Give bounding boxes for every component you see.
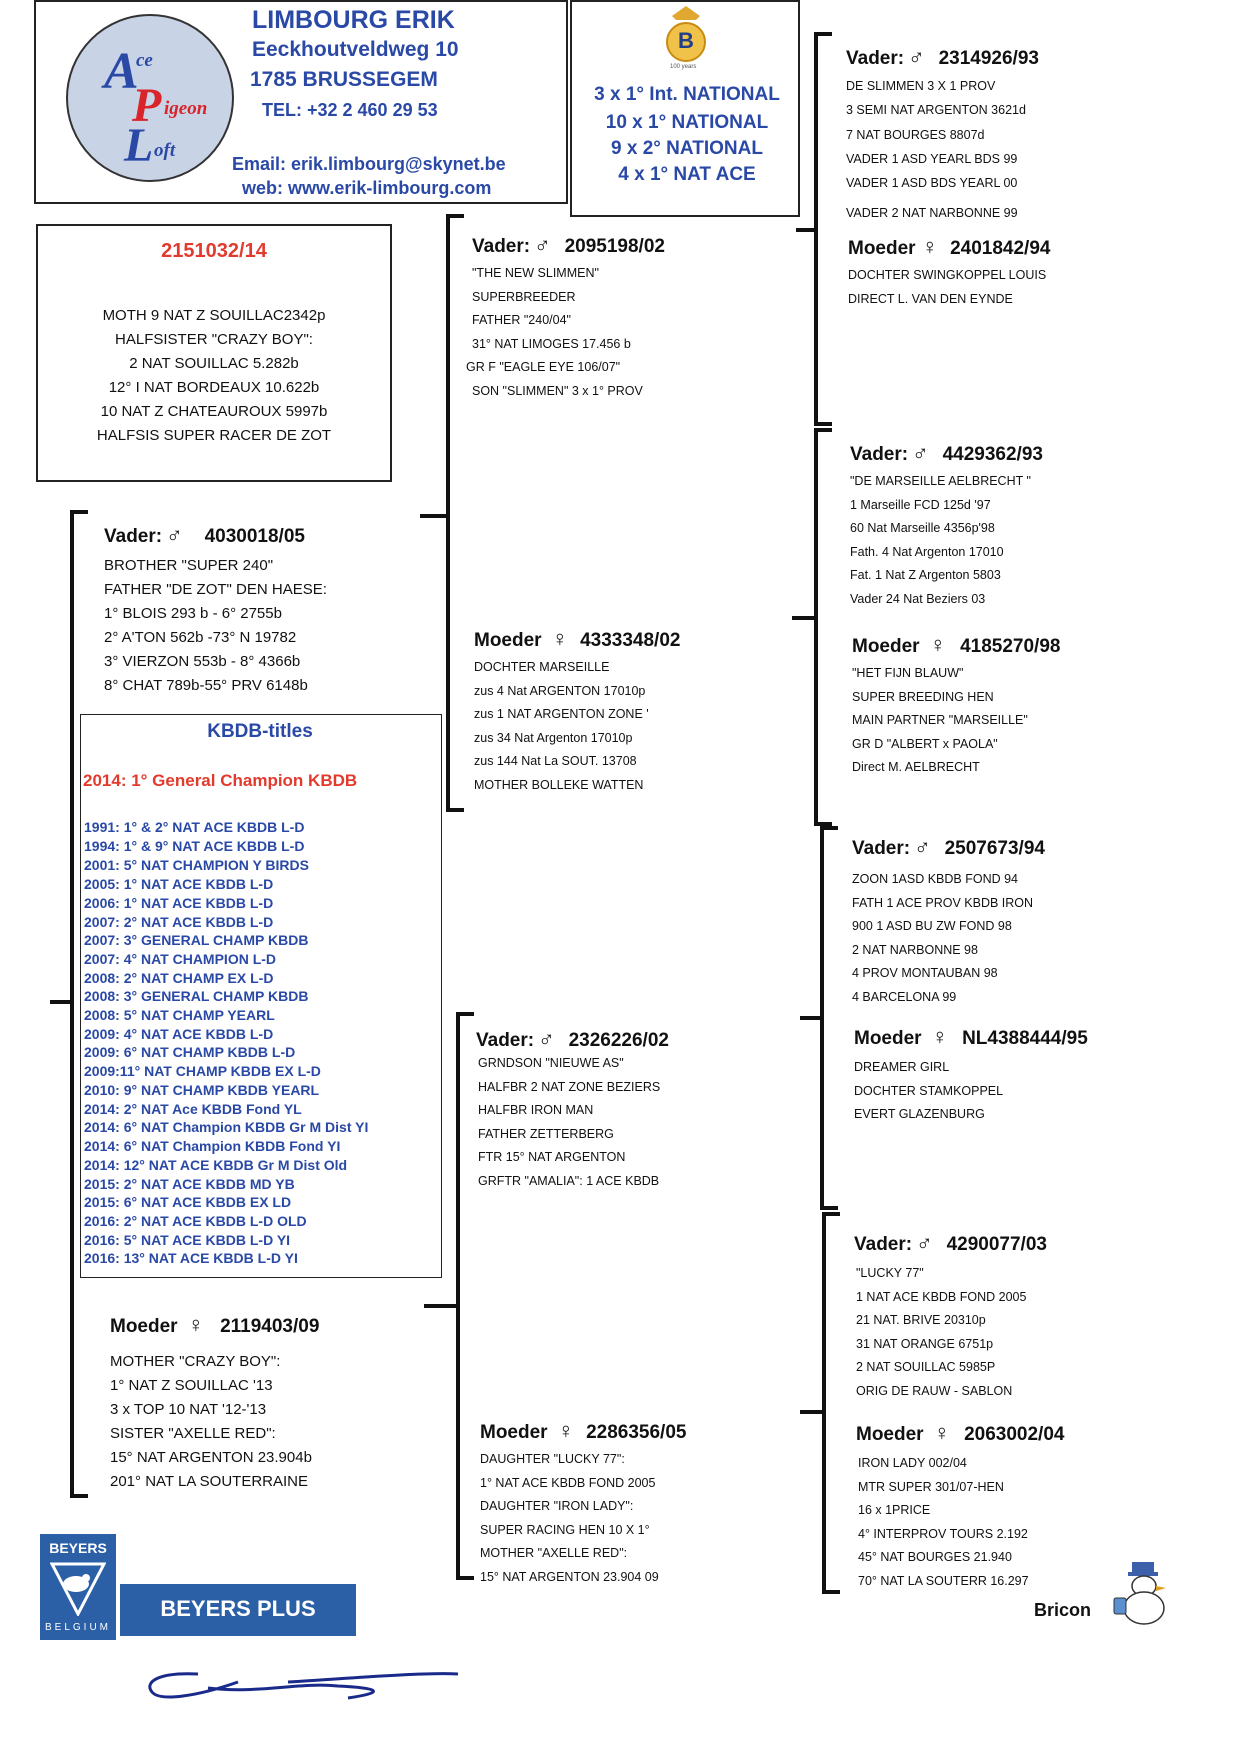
kbdb-title-item: 2007: 3° GENERAL CHAMP KBDB <box>84 932 309 948</box>
male-icon: ♂ <box>538 1026 555 1051</box>
sdd-heading <box>852 632 1060 658</box>
logo-text-ce: ce <box>136 50 153 71</box>
ss-line: "THE NEW SLIMMEN" <box>472 266 599 280</box>
ddd-line: 70° NAT LA SOUTERR 16.297 <box>858 1573 1029 1588</box>
ssd-line: DOCHTER SWINGKOPPEL LOUIS <box>848 268 1047 282</box>
subject-line: HALFSISTER "CRAZY BOY": <box>115 331 313 348</box>
dd-ring-number: 2286356/05 <box>586 1422 687 1443</box>
sire-line: FATHER "DE ZOT" DEN HAESE: <box>104 581 327 598</box>
ddd-line: 16 x 1PRICE <box>858 1503 931 1517</box>
sdd-line: GR D "ALBERT x PAOLA" <box>852 736 998 751</box>
father-label: Vader: <box>472 236 531 257</box>
ds-line: GRFTR "AMALIA": 1 ACE KBDB <box>478 1173 660 1188</box>
sds-line: 60 Nat Marseille 4356p'98 <box>850 521 995 535</box>
ds-line: HALFBR IRON MAN <box>478 1103 594 1117</box>
sdd-ring-number: 4185270/98 <box>960 636 1061 657</box>
subject-box <box>36 224 392 482</box>
female-icon: ♀ <box>933 1420 951 1445</box>
sss-heading <box>846 44 1039 70</box>
sss-line: VADER 2 NAT NARBONNE 99 <box>846 206 1018 221</box>
female-icon: ♀ <box>921 234 939 259</box>
sire-ring-number: 4030018/05 <box>204 526 305 547</box>
dss-ring-number: 2507673/94 <box>944 838 1045 859</box>
subject-line: 10 NAT Z CHATEAUROUX 5997b <box>100 403 328 420</box>
breeder-email[interactable]: Email: erik.limbourg@skynet.be <box>232 154 506 174</box>
sd-heading <box>474 626 680 652</box>
ss-details <box>466 262 643 403</box>
father-label: Vader: <box>846 48 905 69</box>
dds-heading <box>854 1230 1047 1256</box>
dsd-ring-number: NL4388444/95 <box>962 1028 1088 1049</box>
sdd-details <box>852 662 1028 780</box>
beyers-logo-top-text: BEYERS <box>49 1540 107 1556</box>
father-label: Vader: <box>852 838 911 859</box>
logo-text-igeon: igeon <box>164 98 208 119</box>
dam-line: 15° NAT ARGENTON 23.904b <box>110 1449 312 1466</box>
gen1-bracket <box>70 514 74 1494</box>
ds-heading <box>476 1026 669 1052</box>
ds-ring-number: 2326226/02 <box>568 1030 669 1051</box>
dam-details <box>110 1350 312 1494</box>
kbdb-title-item: 2009: 6° NAT CHAMP KBDB L-D <box>84 1044 296 1060</box>
dam-line: MOTHER "CRAZY BOY": <box>110 1353 281 1370</box>
dd-line: DAUGHTER "LUCKY 77": <box>480 1452 625 1466</box>
ss-line: GR F "EAGLE EYE 106/07" <box>466 360 621 374</box>
sd-details <box>474 656 649 797</box>
kbdb-title-item: 2014: 2° NAT Ace KBDB Fond YL <box>84 1101 302 1117</box>
breeder-tel: TEL: +32 2 460 29 53 <box>262 100 438 120</box>
dam-line: 3 x TOP 10 NAT '12-'13 <box>110 1401 267 1418</box>
dd-line: SUPER RACING HEN 10 X 1° <box>480 1522 650 1537</box>
dd-connector <box>800 1410 824 1414</box>
dd-heading <box>480 1418 686 1444</box>
subject-line: 2 NAT SOUILLAC 5.282b <box>129 355 299 372</box>
ssd-ring-number: 2401842/94 <box>950 238 1051 259</box>
sss-line: VADER 1 ASD BDS YEARL 00 <box>846 176 1018 191</box>
achievement-line-3: 9 x 2° NATIONAL <box>611 138 763 159</box>
sds-heading <box>850 440 1043 466</box>
dsd-line: EVERT GLAZENBURG <box>854 1107 985 1121</box>
ddd-heading <box>856 1420 1064 1446</box>
dam-line: 201° NAT LA SOUTERRAINE <box>110 1473 309 1490</box>
gen1-connector <box>50 1000 72 1004</box>
dds-line: 2 NAT SOUILLAC 5985P <box>856 1360 996 1374</box>
dam-line: SISTER "AXELLE RED": <box>110 1425 276 1442</box>
ss-ring-number: 2095198/02 <box>564 236 665 257</box>
sdd-line: "HET FIJN BLAUW" <box>852 666 964 680</box>
dsd-line: DOCHTER STAMKOPPEL <box>854 1083 1004 1098</box>
kbdb-title-item: 2008: 5° NAT CHAMP YEARL <box>84 1007 275 1023</box>
female-icon: ♀ <box>929 632 947 657</box>
sds-ring-number: 4429362/93 <box>942 444 1043 465</box>
kbdb-100-years-logo <box>662 6 710 72</box>
mother-label: Moeder <box>856 1424 924 1445</box>
ss-line: 31° NAT LIMOGES 17.456 b <box>472 336 631 351</box>
subject-ring-number: 2151032/14 <box>161 240 267 262</box>
sire-connector <box>420 514 448 518</box>
female-icon: ♀ <box>931 1024 949 1049</box>
dsd-details <box>854 1056 1003 1127</box>
sd-line: zus 4 Nat ARGENTON 17010p <box>474 683 646 698</box>
kbdb-title-item: 2010: 9° NAT CHAMP KBDB YEARL <box>84 1082 320 1098</box>
achievement-line-2: 10 x 1° NATIONAL <box>605 112 769 133</box>
beyers-plus-banner <box>120 1584 356 1636</box>
ddd-details <box>858 1452 1029 1593</box>
dd-line: MOTHER "AXELLE RED": <box>480 1546 628 1560</box>
beyers-belgium-logo <box>40 1534 116 1640</box>
dam-connector <box>424 1304 458 1308</box>
ds-details <box>478 1052 660 1193</box>
sds-line: Vader 24 Nat Beziers 03 <box>850 591 986 606</box>
sire-line: 3° VIERZON 553b - 8° 4366b <box>104 653 301 670</box>
kbdb-title-item: 2014: 12° NAT ACE KBDB Gr M Dist Old <box>84 1157 348 1173</box>
dss-heading <box>852 834 1045 860</box>
sss-details <box>846 74 1026 226</box>
achievements-box <box>570 0 800 217</box>
subject-line: HALFSIS SUPER RACER DE ZOT <box>96 427 332 444</box>
sd-ring-number: 4333348/02 <box>580 630 681 651</box>
female-icon: ♀ <box>551 626 569 651</box>
kbdb-title-item: 2014: 6° NAT Champion KBDB Fond YI <box>84 1138 341 1154</box>
breeder-city: 1785 BRUSSEGEM <box>250 68 438 91</box>
subject-description <box>38 304 390 448</box>
breeder-website[interactable]: web: www.erik-limbourg.com <box>242 178 492 198</box>
male-icon: ♂ <box>916 1230 933 1255</box>
kbdb-title-item: 2006: 1° NAT ACE KBDB L-D <box>84 895 274 911</box>
mother-label: Moeder <box>480 1422 548 1443</box>
logo-letter-l: L <box>124 119 154 172</box>
male-icon: ♂ <box>914 834 931 859</box>
bricon-pigeon-mascot-icon <box>1110 1560 1174 1630</box>
dds-details <box>856 1262 1026 1403</box>
dds-line: 31 NAT ORANGE 6751p <box>856 1336 994 1351</box>
sd-line: MOTHER BOLLEKE WATTEN <box>474 777 644 792</box>
ds-line: FTR 15° NAT ARGENTON <box>478 1150 626 1164</box>
kbdb-title-item: 2009: 4° NAT ACE KBDB L-D <box>84 1026 274 1042</box>
kbdb-title-item: 2016: 5° NAT ACE KBDB L-D YI <box>84 1232 291 1248</box>
subject-line: MOTH 9 NAT Z SOUILLAC2342p <box>102 307 326 324</box>
dsd-heading <box>854 1024 1088 1050</box>
male-icon: ♂ <box>534 232 551 257</box>
breeder-name: LIMBOURG ERIK <box>252 6 455 34</box>
dd-details <box>480 1448 659 1589</box>
sd-line: zus 1 NAT ARGENTON ZONE ' <box>474 707 649 721</box>
kbdb-title-item: 1994: 1° & 9° NAT ACE KBDB L-D <box>84 838 305 854</box>
beyers-plus-text: BEYERS PLUS <box>160 1596 316 1621</box>
dss-line: 900 1 ASD BU ZW FOND 98 <box>852 919 1012 933</box>
kbdb-logo-letter: B <box>678 28 694 53</box>
sdd-line: SUPER BREEDING HEN <box>852 689 994 704</box>
sd-line: zus 144 Nat La SOUT. 13708 <box>474 754 637 768</box>
ace-pigeon-loft-logo <box>66 14 234 182</box>
sire-parents-bracket <box>446 218 450 808</box>
sire-line: 1° BLOIS 293 b - 6° 2755b <box>104 605 282 622</box>
dam-ring-number: 2119403/09 <box>220 1316 320 1337</box>
male-icon: ♂ <box>166 522 183 547</box>
sss-line: VADER 1 ASD YEARL BDS 99 <box>846 151 1018 166</box>
dss-details <box>852 868 1033 1009</box>
kbdb-title-item: 2016: 2° NAT ACE KBDB L-D OLD <box>84 1213 307 1229</box>
dd-line: DAUGHTER "IRON LADY": <box>480 1499 634 1513</box>
male-icon: ♂ <box>908 44 925 69</box>
sds-line: "DE MARSEILLE AELBRECHT " <box>850 474 1031 488</box>
achievement-line-1: 3 x 1° Int. NATIONAL <box>594 84 780 105</box>
ssd-heading <box>848 234 1050 260</box>
kbdb-title-item: 2014: 6° NAT Champion KBDB Gr M Dist YI <box>84 1119 369 1135</box>
ds-connector <box>800 1016 822 1020</box>
sds-line: Fat. 1 Nat Z Argenton 5803 <box>850 568 1001 582</box>
female-icon: ♀ <box>557 1418 575 1443</box>
sss-ring-number: 2314926/93 <box>938 48 1039 69</box>
achievement-line-4: 4 x 1° NAT ACE <box>618 164 756 185</box>
sd-line: DOCHTER MARSEILLE <box>474 660 610 674</box>
sire-line: 8° CHAT 789b-55° PRV 6148b <box>104 677 308 694</box>
ddd-line: IRON LADY 002/04 <box>858 1456 967 1470</box>
sd-connector <box>792 616 816 620</box>
ss-line: FATHER "240/04" <box>472 313 571 327</box>
sire-heading <box>104 522 305 548</box>
kbdb-title-item: 2007: 4° NAT CHAMPION L-D <box>84 951 277 967</box>
logo-letter-a: A <box>104 43 139 100</box>
dds-line: 1 NAT ACE KBDB FOND 2005 <box>856 1289 1027 1304</box>
sd-line: zus 34 Nat Argenton 17010p <box>474 730 633 745</box>
kbdb-titles-heading: KBDB-titles <box>207 721 313 742</box>
bricon-label: Bricon <box>1034 1600 1092 1620</box>
dd-line: 1° NAT ACE KBDB FOND 2005 <box>480 1475 656 1490</box>
kbdb-title-item: 2015: 2° NAT ACE KBDB MD YB <box>84 1176 295 1192</box>
dds-line: ORIG DE RAUW - SABLON <box>856 1383 1013 1398</box>
dds-line: 21 NAT. BRIVE 20310p <box>856 1313 986 1327</box>
ss-line: SUPERBREEDER <box>472 289 576 304</box>
dds-ring-number: 4290077/03 <box>946 1234 1047 1255</box>
dss-line: 4 BARCELONA 99 <box>852 989 957 1004</box>
ddd-line: 4° INTERPROV TOURS 2.192 <box>858 1526 1028 1541</box>
ss-line: SON "SLIMMEN" 3 x 1° PROV <box>472 383 643 398</box>
sd-parents-bracket <box>814 432 818 822</box>
ss-heading <box>472 232 665 258</box>
father-label: Vader: <box>850 444 909 465</box>
dam-heading <box>110 1312 319 1338</box>
kbdb-titles-highlight: 2014: 1° General Champion KBDB <box>83 771 358 790</box>
kbdb-logo-years: 100 years <box>670 64 697 70</box>
ssd-line: DIRECT L. VAN DEN EYNDE <box>848 291 1013 306</box>
kbdb-title-item: 2005: 1° NAT ACE KBDB L-D <box>84 876 274 892</box>
dss-line: 2 NAT NARBONNE 98 <box>852 942 978 957</box>
mother-label: Moeder <box>848 238 916 259</box>
sdd-line: Direct M. AELBRECHT <box>852 760 980 774</box>
logo-letter-p: P <box>132 79 162 132</box>
ddd-line: MTR SUPER 301/07-HEN <box>858 1479 1004 1494</box>
dam-line: 1° NAT Z SOUILLAC '13 <box>110 1377 273 1394</box>
kbdb-title-item: 2008: 2° NAT CHAMP EX L-D <box>84 970 274 986</box>
sds-line: Fath. 4 Nat Argenton 17010 <box>850 544 1004 559</box>
father-label: Vader: <box>476 1030 535 1051</box>
kbdb-title-item: 2009:11° NAT CHAMP KBDB EX L-D <box>84 1063 321 1079</box>
kbdb-title-item: 2016: 13° NAT ACE KBDB L-D YI <box>84 1250 298 1266</box>
sss-line: DE SLIMMEN 3 X 1 PROV <box>846 79 996 93</box>
sire-line: BROTHER "SUPER 240" <box>104 557 274 574</box>
ds-line: HALFBR 2 NAT ZONE BEZIERS <box>478 1079 661 1094</box>
header-box <box>34 0 568 204</box>
sire-line: 2° A'TON 562b -73° N 19782 <box>104 629 297 646</box>
father-label: Vader: <box>104 526 163 547</box>
ssd-details <box>848 264 1046 311</box>
logo-text-oft: oft <box>154 140 176 161</box>
pigeon-icon <box>50 1562 106 1616</box>
sire-details <box>104 554 327 698</box>
dss-line: FATH 1 ACE PROV KBDB IRON <box>852 895 1034 910</box>
sdd-line: MAIN PARTNER "MARSEILLE" <box>852 713 1028 727</box>
sss-line: 7 NAT BOURGES 8807d <box>846 127 985 142</box>
subject-line: 12° I NAT BORDEAUX 10.622b <box>108 379 320 396</box>
mother-label: Moeder <box>110 1316 178 1337</box>
sds-line: 1 Marseille FCD 125d '97 <box>850 497 991 512</box>
kbdb-title-item: 2015: 6° NAT ACE KBDB EX LD <box>84 1194 292 1210</box>
male-icon: ♂ <box>912 440 929 465</box>
mother-label: Moeder <box>852 636 920 657</box>
sss-line: 3 SEMI NAT ARGENTON 3621d <box>846 103 1026 118</box>
dds-line: "LUCKY 77" <box>856 1266 924 1280</box>
dam-parents-bracket <box>456 1016 460 1576</box>
dsd-line: DREAMER GIRL <box>854 1060 950 1074</box>
sds-details <box>850 470 1031 611</box>
kbdb-title-item: 2008: 3° GENERAL CHAMP KBDB <box>84 988 309 1004</box>
dss-line: 4 PROV MONTAUBAN 98 <box>852 966 998 980</box>
mother-label: Moeder <box>474 630 542 651</box>
kbdb-title-item: 2001: 5° NAT CHAMPION Y BIRDS <box>84 857 309 873</box>
ss-connector <box>796 228 816 232</box>
breeder-street: Eeckhoutveldweg 10 <box>252 38 459 61</box>
ds-line: GRNDSON "NIEUWE AS" <box>478 1056 624 1070</box>
dd-parents-bracket <box>822 1216 826 1590</box>
signature-icon <box>138 1652 468 1712</box>
beyers-logo-bottom-text: BELGIUM <box>44 1622 111 1633</box>
ddd-ring-number: 2063002/04 <box>964 1424 1065 1445</box>
kbdb-title-item: 1991: 1° & 2° NAT ACE KBDB L-D <box>84 819 305 835</box>
kbdb-title-item: 2007: 2° NAT ACE KBDB L-D <box>84 914 274 930</box>
dd-line: 15° NAT ARGENTON 23.904 09 <box>480 1569 659 1584</box>
ddd-line: 45° NAT BOURGES 21.940 <box>858 1550 1012 1564</box>
dss-line: ZOON 1ASD KBDB FOND 94 <box>852 872 1019 886</box>
mother-label: Moeder <box>854 1028 922 1049</box>
father-label: Vader: <box>854 1234 913 1255</box>
female-icon: ♀ <box>187 1312 205 1337</box>
ds-line: FATHER ZETTERBERG <box>478 1126 614 1141</box>
